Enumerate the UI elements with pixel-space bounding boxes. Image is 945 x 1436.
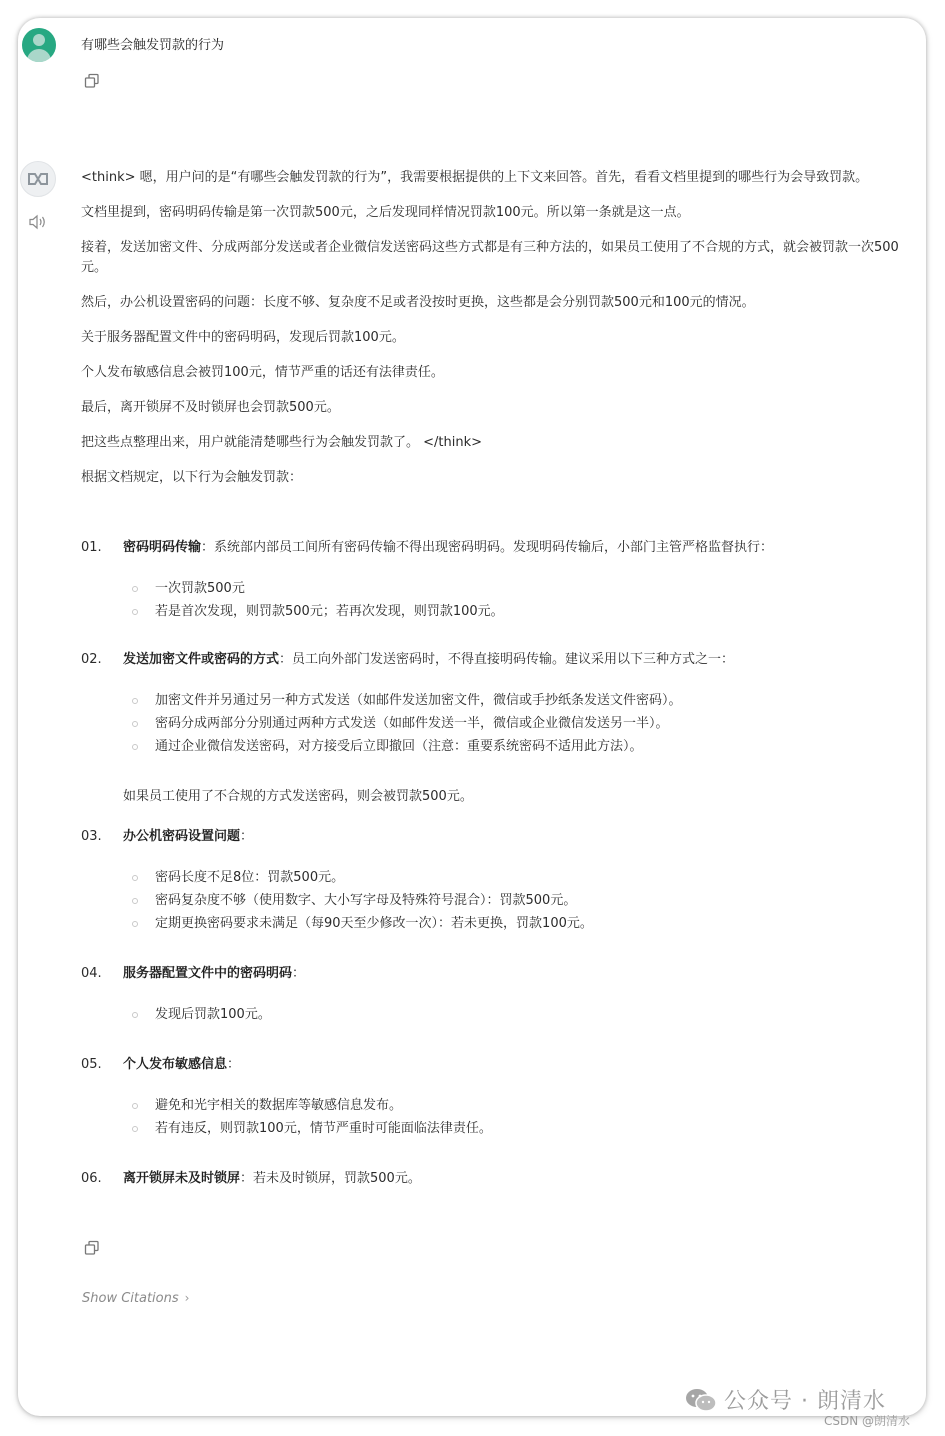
user-question: 有哪些会触发罚款的行为 xyxy=(81,38,225,53)
section-text: ： xyxy=(227,1057,241,1072)
list-item: 避免和光宇相关的数据库等敏感信息发布。 xyxy=(155,1094,921,1117)
show-citations-button[interactable] xyxy=(82,1291,189,1306)
csdn-credit: CSDN @朗清水 xyxy=(824,1414,911,1428)
section-note: 如果员工使用了不合规的方式发送密码，则会被罚款500元。 xyxy=(123,789,473,804)
penalty-section-1 xyxy=(81,538,921,623)
penalty-section-3 xyxy=(81,827,921,935)
think-paragraph: 最后，离开锁屏不及时锁屏也会罚款500元。 xyxy=(81,400,340,415)
list-item: 发现后罚款100元。 xyxy=(155,1003,921,1026)
think-paragraph: 把这些点整理出来，用户就能清楚哪些行为会触发罚款了。 </think> xyxy=(81,435,483,450)
assistant-answer xyxy=(81,168,921,1204)
section-title: 密码明码传输 xyxy=(123,540,202,555)
section-text: ：系统部内部员工间所有密码传输不得出现密码明码。发现明码传输后，小部门主管严格监督执行： xyxy=(201,540,774,555)
list-item: 定期更换密码要求未满足（每90天至少修改一次）：若未更换，罚款100元。 xyxy=(155,912,921,935)
speaker-icon[interactable] xyxy=(28,214,48,230)
section-title: 离开锁屏未及时锁屏 xyxy=(123,1171,241,1186)
watermark xyxy=(684,1384,886,1415)
user-avatar-icon xyxy=(22,28,56,62)
think-paragraph: 然后，办公机设置密码的问题：长度不够、复杂度不足或者没按时更换，这些都是会分别罚款500元和100元的情况。 xyxy=(81,295,755,310)
copy-icon[interactable] xyxy=(84,73,100,89)
section-title: 个人发布敏感信息 xyxy=(123,1057,228,1072)
list-item: 密码分成两部分分别通过两种方式发送（如邮件发送一半，微信或企业微信发送另一半）。 xyxy=(155,712,921,735)
section-number: 03. xyxy=(81,829,102,844)
section-text: ：若未及时锁屏，罚款500元。 xyxy=(240,1171,421,1186)
section-text: ： xyxy=(240,829,254,844)
show-citations-label: Show Citations xyxy=(82,1291,179,1306)
penalty-section-4 xyxy=(81,964,921,1026)
wechat-icon xyxy=(684,1387,718,1413)
section-title: 服务器配置文件中的密码明码 xyxy=(123,966,293,981)
list-item: 若是首次发现，则罚款500元；若再次发现，则罚款100元。 xyxy=(155,600,921,623)
list-item: 若有违反，则罚款100元，情节严重时可能面临法律责任。 xyxy=(155,1117,921,1140)
think-paragraph: 个人发布敏感信息会被罚100元，情节严重的话还有法律责任。 xyxy=(81,365,444,380)
section-title: 发送加密文件或密码的方式 xyxy=(123,652,280,667)
think-paragraph: 关于服务器配置文件中的密码明码，发现后罚款100元。 xyxy=(81,330,405,345)
section-text: ：员工向外部门发送密码时，不得直接明码传输。建议采用以下三种方式之一： xyxy=(279,652,735,667)
section-number: 06. xyxy=(81,1171,102,1186)
think-paragraph: 文档里提到，密码明码传输是第一次罚款500元，之后发现同样情况罚款100元。所以第一条就是这一点。 xyxy=(81,205,690,220)
list-item: 通过企业微信发送密码，对方接受后立即撤回（注意：重要系统密码不适用此方法）。 xyxy=(155,735,921,758)
section-number: 01. xyxy=(81,540,102,555)
copy-icon[interactable] xyxy=(84,1240,100,1256)
section-number: 04. xyxy=(81,966,102,981)
list-item: 加密文件并另通过另一种方式发送（如邮件发送加密文件，微信或手抄纸条发送文件密码）。 xyxy=(155,689,921,712)
watermark-text: 公众号 · 朗清水 xyxy=(724,1389,886,1414)
list-item: 一次罚款500元 xyxy=(155,577,921,600)
chevron-right-icon: › xyxy=(184,1291,190,1305)
penalty-section-2 xyxy=(81,650,921,807)
think-paragraph: <think> 嗯，用户问的是“有哪些会触发罚款的行为”，我需要根据提供的上下文来回答。首先，看看文档里提到的哪些行为会导致罚款。 xyxy=(81,170,869,185)
section-number: 05. xyxy=(81,1057,102,1072)
list-item: 密码长度不足8位：罚款500元。 xyxy=(155,866,921,889)
section-title: 办公机密码设置问题 xyxy=(123,829,241,844)
section-text: ： xyxy=(292,966,306,981)
list-item: 密码复杂度不够（使用数字、大小写字母及特殊符号混合）：罚款500元。 xyxy=(155,889,921,912)
think-paragraph: 接着，发送加密文件、分成两部分发送或者企业微信发送密码这些方式都是有三种方法的，如果员工使用了不合规的方式，就会被罚款一次500元。 xyxy=(81,240,899,275)
penalty-section-6 xyxy=(81,1169,921,1189)
answer-intro: 根据文档规定，以下行为会触发罚款： xyxy=(81,470,303,485)
section-number: 02. xyxy=(81,652,102,667)
penalty-section-5 xyxy=(81,1055,921,1140)
bot-avatar-icon xyxy=(20,161,56,197)
chat-window xyxy=(18,18,926,1416)
